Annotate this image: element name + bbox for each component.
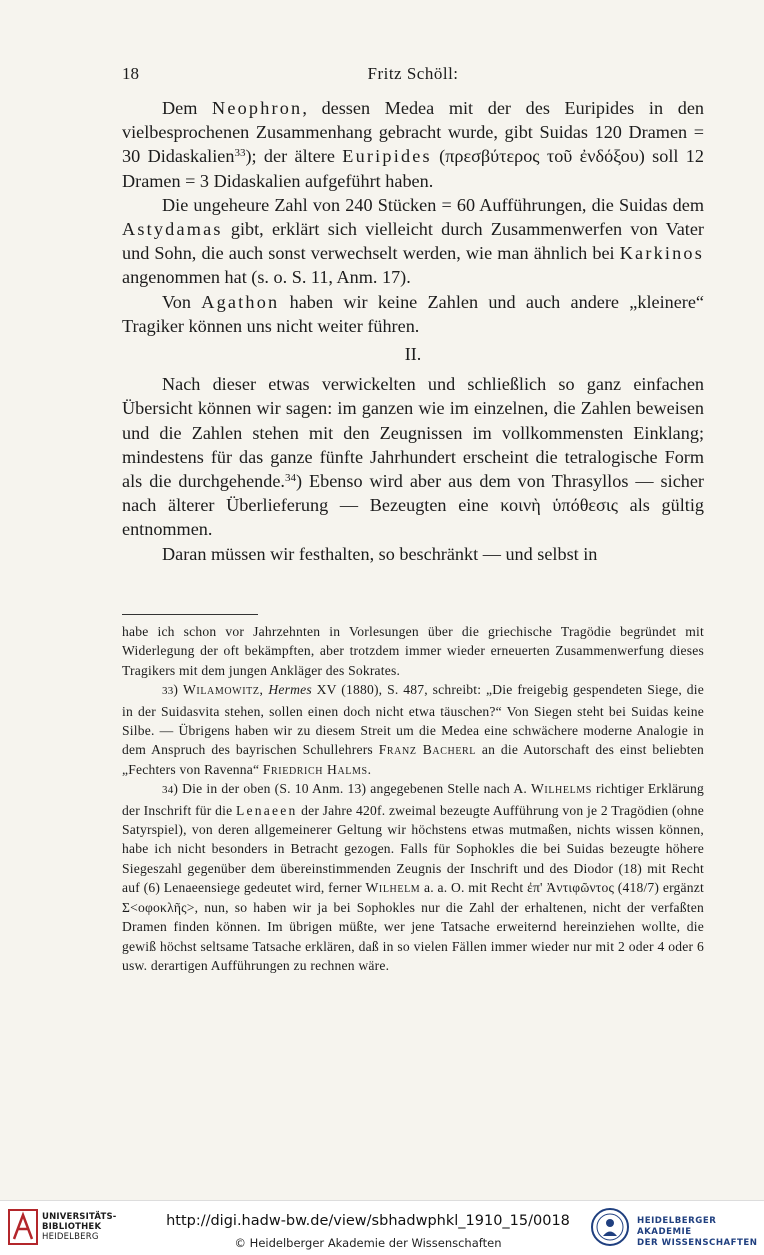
paragraph-summary: Nach dieser etwas verwickelten und schließlich so ganz einfachen Übersicht können wir sagen: im ganzen wie im einzelnen, die Zahlen beweisen und die Zahlen stehen mit den Zeugnissen im vollkommensten Einklang; mindestens für das ganze fünfte Jahrhundert erscheint die tetralogische Form als die durchgehende.$^{34}$) Ebenso wird aber aus dem von Thrasyllos — sicher nach älterer Überlieferung — Bezeugten eine κοινὴ ὑπόθεσις als gültig entnommen. — [122, 374, 704, 540]
paragraph-agathon: Von Agathon haben wir keine Zahlen und auch andere „kleinere“ Tragiker können uns nicht weiter führen. — [122, 291, 705, 336]
viewer-footer — [0, 1200, 764, 1255]
academy-name: HEIDELBERGER AKADEMIE DER WISSENSCHAFTEN — [637, 1216, 758, 1248]
paragraph-astydamas: Die ungeheure Zahl von 240 Stücken = 60 Aufführungen, die Suidas dem Astydamas gibt, erklärt sich vielleicht durch Zusammenwerfen von Vater und Sohn, die auch sonst verwechselt werden, wie man ähnlich bei Karkinos angenommen hat (s. o. S. 11, Anm. 17). — [122, 194, 704, 288]
footnote-continuation: habe ich schon vor Jahrzehnten in Vorlesungen über die griechische Tragödie begründet mit Widerlegung der oft bekämpften, aber trotzdem immer wieder erneuerten Zusammenwerfung dieses Tragikers mit dem jungen Ankläger des Sokrates. — [122, 624, 704, 678]
footnotes — [122, 622, 704, 975]
section-heading: II. — [404, 344, 422, 365]
university-library-logo-icon — [8, 1209, 38, 1245]
page-header — [122, 64, 704, 90]
footnote-rule — [122, 614, 258, 615]
footnote-ref-33: 33 — [234, 147, 246, 160]
academy-seal-icon — [590, 1207, 630, 1247]
library-name: UNIVERSITÄTS- BIBLIOTHEK HEIDELBERG — [42, 1212, 117, 1242]
copyright-notice: © Heidelberger Akademie der Wissenschaften — [234, 1236, 502, 1250]
footnote-ref-34: 34 — [284, 472, 296, 485]
page-number: 18 — [122, 64, 139, 83]
footnote-33: 33) Wilamowitz, Hermes XV (1880), S. 487, schreibt: „Die freigebig gespendeten Siege, die in der Suidasvita stehen, sollen einen doch nicht etwa täuschen?“ Von Siegen steht bei Suidas keine Silbe. — Übrigens haben wir zu diesem Streit um die Medea eine schwächere moderne Analogie in dem Anspruch des bayrischen Schullehrers Franz Bacherl an die Autorschaft des einst beliebten „Fechters von Ravenna“ Friedrich Halms. — [122, 682, 704, 777]
paragraph-daran: Daran müssen wir festhalten, so beschränkt — und selbst in — [162, 543, 598, 564]
main-text — [122, 96, 704, 566]
footnote-34: 34) Die in der oben (S. 10 Anm. 13) angegebenen Stelle nach A. Wilhelms richtiger Erklärung der Inschrift für die Lenaeen der Jahre 420f. zweimal bezeugte Aufführung von je 2 Tragödien (ohne Satyrspiel), von deren allgemeinerer Geltung wir höchstens etwas mutmaßen, nichts wissen können, habe ich nicht besonders in Betracht gezogen. Falls für Sophokles die bei Suidas bezeugte höhere Siegeszahl gegenüber dem übereinstimmenden Zeugnis der Inschrift und des Diodor (18) mit Recht auf (6) Lenaeensiege gedeutet wird, ferner Wilhelm a. a. O. mit Recht ἐπ' Ἀντιφῶντος (418/7) ergänzt Σ<οφοκλῆς>, nun, so haben wir ja bei Sophokles nur die Zahl der erhaltenen, nicht der verfaßten Dramen finden können. Im übrigen müßte, wer jene Tatsache erweiternd hereinziehen wollte, die gewiß höchst seltsame Tatsache erklären, daß in so vielen Fällen immer wieder nur mit 2 oder 4 oder 6 usw. derartigen Aufführungen zu rechnen wäre. — [122, 781, 704, 973]
paragraph-neophron: Dem Neophron, dessen Medea mit der des Euripides in den vielbesprochenen Zusammenhang gebracht wurde, gibt Suidas 120 Dramen = 30 Didaskalien$^{33}$); der ältere Euripides (πρεσβύτερος τοῦ ἐνδόξου) soll 12 Dramen = 3 Didaskalien aufgeführt haben. — [122, 98, 704, 191]
page-url-link[interactable]: http://digi.hadw-bw.de/view/sbhadwphkl_1910_15/0018 — [166, 1213, 570, 1229]
running-title: Fritz Schöll: — [367, 64, 459, 83]
